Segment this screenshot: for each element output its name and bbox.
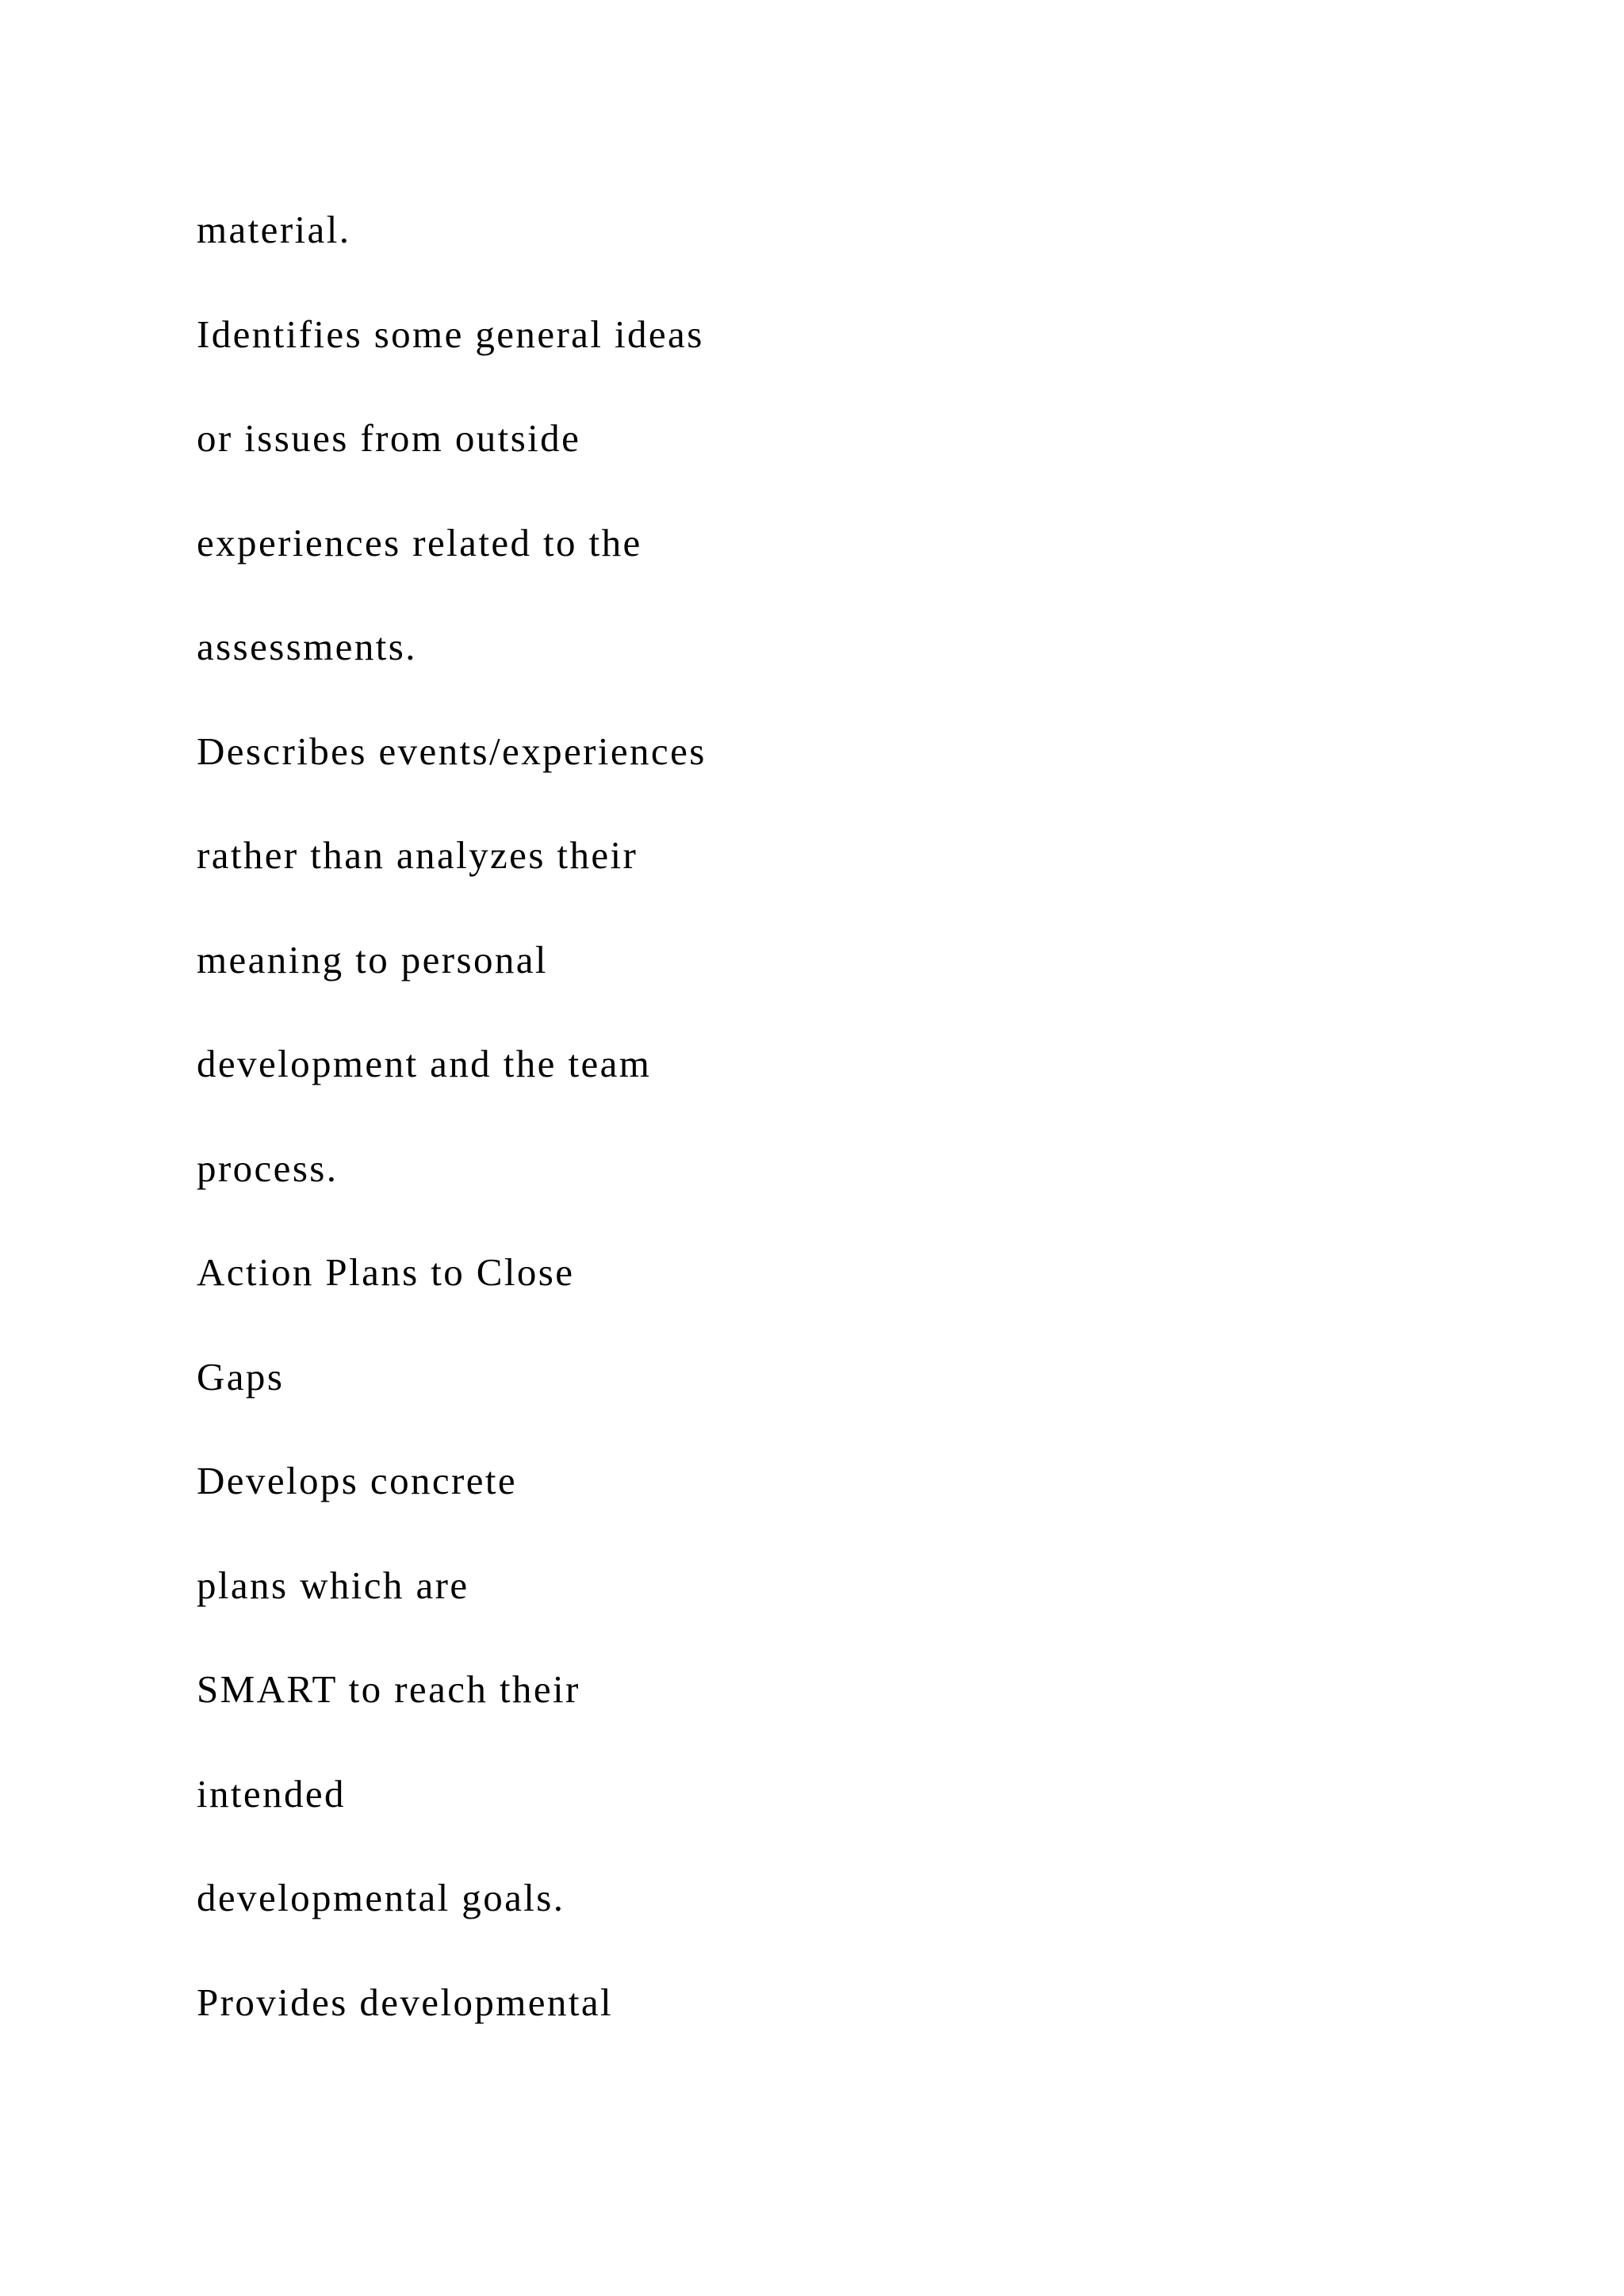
- section-heading-line: Gaps: [197, 1354, 285, 1399]
- text-line: assessments.: [197, 625, 417, 668]
- text-line: development and the team: [197, 1042, 652, 1085]
- body-text: [197, 178, 1465, 2054]
- text-line: or issues from outside: [197, 416, 581, 460]
- text-line: Develops concrete: [197, 1459, 518, 1502]
- text-line: material.: [197, 208, 351, 251]
- text-line: Provides developmental: [197, 1980, 613, 2024]
- text-line: SMART to reach their: [197, 1667, 580, 1711]
- text-line: rather than analyzes their: [197, 833, 638, 877]
- text-line: meaning to personal: [197, 937, 548, 982]
- text-line: intended: [197, 1771, 346, 1816]
- text-line: plans which are: [197, 1563, 469, 1607]
- text-line: Describes events/experiences: [197, 729, 707, 773]
- text-line: process.: [197, 1146, 339, 1190]
- text-line: Identifies some general ideas: [197, 312, 704, 356]
- section-heading-line: Action Plans to Close: [197, 1250, 575, 1294]
- text-line: experiences related to the: [197, 520, 642, 564]
- text-line: developmental goals.: [197, 1876, 565, 1919]
